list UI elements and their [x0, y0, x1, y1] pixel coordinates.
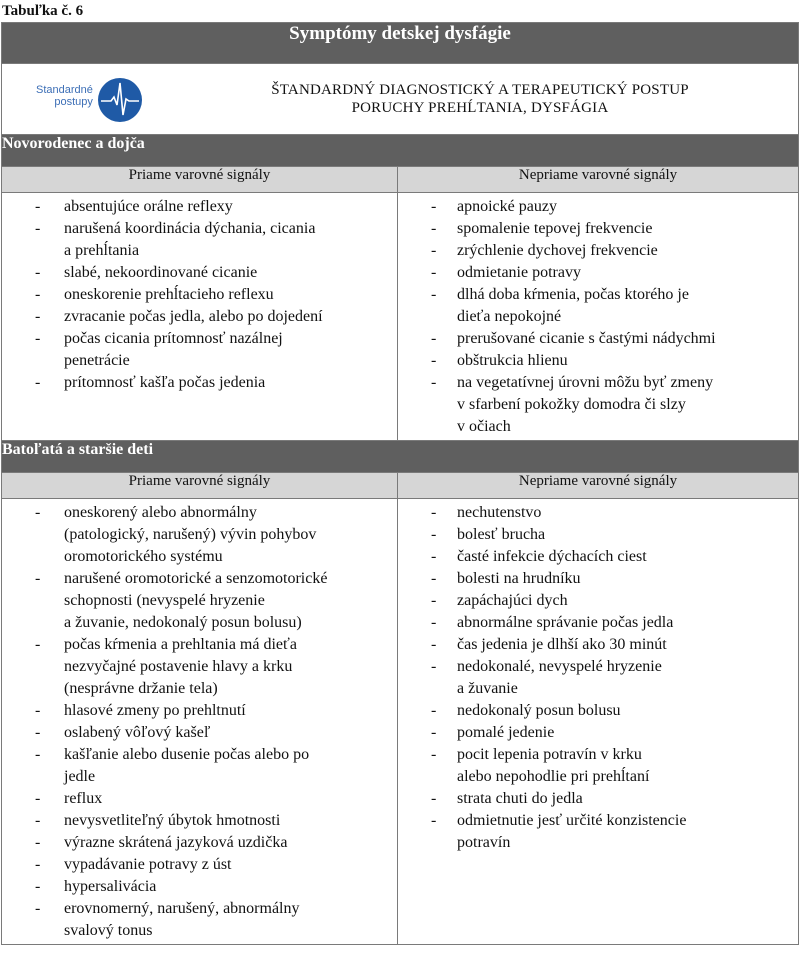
list-item: [2, 306, 393, 328]
bullet-dash: -: [431, 592, 437, 609]
list-item-text: nevysvetliteľný úbytok hmotnosti: [64, 812, 281, 829]
list-item-text: počas cicania prítomnosť nazálnej: [64, 330, 283, 347]
list-item: [398, 744, 794, 788]
list-item-text: schopnosti (nevyspelé hryzenie: [64, 592, 265, 609]
list-item-text: v očiach: [457, 418, 511, 435]
bullet-dash: -: [431, 746, 437, 763]
list-item-text: spomalenie tepovej frekvencie: [457, 220, 653, 237]
list-item-text: erovnomerný, narušený, abnormálny: [64, 900, 300, 917]
list-item-text: a žuvanie: [457, 680, 518, 697]
list-item-text: odmietnutie jesť určité konzistencie: [457, 812, 687, 829]
bullet-dash: -: [35, 286, 41, 303]
list-item-text: narušené oromotorické a senzomotorické: [64, 570, 328, 587]
list-item: [398, 262, 794, 284]
list-item: [398, 590, 794, 612]
list-item: [2, 700, 393, 722]
table-caption: Tabuľka č. 6: [2, 3, 84, 19]
indirect-signals-cell: [398, 193, 799, 441]
list-item-text: na vegetatívnej úrovni môžu byť zmeny: [457, 374, 714, 391]
list-item-text: zapáchajúci dych: [457, 592, 568, 609]
bullet-dash: -: [35, 636, 41, 653]
list-item: [2, 634, 393, 700]
list-item: [398, 240, 794, 262]
list-item-text: a prehĺtania: [64, 242, 140, 259]
list-item-text: oneskorený alebo abnormálny: [64, 504, 257, 521]
bullet-dash: -: [431, 812, 437, 829]
list-item-text: odmietanie potravy: [457, 264, 581, 281]
direct-signals-list: [2, 193, 397, 396]
list-item: [398, 788, 794, 810]
list-item-text: potravín: [457, 834, 511, 851]
bullet-dash: -: [35, 330, 41, 347]
list-item: [2, 788, 393, 810]
column-header-direct: Priame varovné signály: [2, 473, 398, 499]
direct-signals-list: [2, 499, 397, 944]
list-item: [398, 524, 794, 546]
list-item: [2, 196, 393, 218]
logo-text-line2: postupy: [54, 96, 93, 108]
bullet-dash: -: [35, 198, 41, 215]
list-item-text: slabé, nekoordinované cicanie: [64, 264, 258, 281]
list-item: [398, 546, 794, 568]
list-item: [2, 810, 393, 832]
bullet-dash: -: [35, 220, 41, 237]
indirect-signals-list: [398, 193, 798, 440]
list-item-text: v sfarbení pokožky domodra či slzy: [457, 396, 686, 413]
list-item-text: bolesti na hrudníku: [457, 570, 581, 587]
list-item-text: jedle: [64, 768, 96, 785]
procedure-heading-line2: PORUCHY PREHĹTANIA, DYSFÁGIA: [351, 100, 609, 116]
heartbeat-logo-icon: [97, 77, 143, 123]
list-item-text: obštrukcia hlienu: [457, 352, 568, 369]
bullet-dash: -: [431, 614, 437, 631]
list-item-text: (patologický, narušený) vývin pohybov: [64, 526, 317, 543]
list-item-text: kašľanie alebo dusenie počas alebo po: [64, 746, 310, 763]
list-item: [398, 634, 794, 656]
list-item: [2, 372, 393, 394]
list-item-text: prítomnosť kašľa počas jedenia: [64, 374, 266, 391]
direct-signals-cell: [2, 499, 398, 945]
list-item-text: nechutenstvo: [457, 504, 542, 521]
list-item-text: časté infekcie dýchacích ciest: [457, 548, 647, 565]
section-title: Batoľatá a staršie deti: [2, 441, 799, 473]
list-item-text: apnoické pauzy: [457, 198, 557, 215]
bullet-dash: -: [35, 856, 41, 873]
bullet-dash: -: [35, 702, 41, 719]
list-item-text: dieťa nepokojné: [457, 308, 562, 325]
list-item: [2, 262, 393, 284]
list-item: [398, 722, 794, 744]
list-item: [2, 218, 393, 262]
list-item-text: svalový tonus: [64, 922, 153, 939]
list-item-text: bolesť brucha: [457, 526, 546, 543]
bullet-dash: -: [35, 374, 41, 391]
list-item-text: zrýchlenie dychovej frekvencie: [457, 242, 658, 259]
list-item: [2, 568, 393, 634]
procedure-heading-line1: ŠTANDARDNÝ DIAGNOSTICKÝ A TERAPEUTICKÝ POSTUP: [271, 82, 689, 98]
list-item: [398, 502, 794, 524]
list-item-text: narušená koordinácia dýchania, cicania: [64, 220, 316, 237]
bullet-dash: -: [431, 374, 437, 391]
list-item-text: vypadávanie potravy z úst: [64, 856, 232, 873]
list-item: [398, 284, 794, 328]
list-item-text: oneskorenie prehĺtacieho reflexu: [64, 286, 274, 303]
list-item-text: penetrácie: [64, 352, 130, 369]
list-item-text: (nesprávne držanie tela): [64, 680, 218, 697]
bullet-dash: -: [35, 834, 41, 851]
list-item-text: abnormálne správanie počas jedla: [457, 614, 674, 631]
section-title: Novorodenec a dojča: [2, 135, 799, 167]
bullet-dash: -: [431, 286, 437, 303]
bullet-dash: -: [35, 570, 41, 587]
bullet-dash: -: [35, 308, 41, 325]
bullet-dash: -: [431, 220, 437, 237]
document-header: [2, 64, 799, 135]
list-item: [2, 854, 393, 876]
list-item: [2, 328, 393, 372]
column-header-indirect: Nepriame varovné signály: [398, 473, 799, 499]
symptoms-table: [1, 22, 799, 945]
bullet-dash: -: [35, 504, 41, 521]
bullet-dash: -: [431, 790, 437, 807]
list-item-text: oromotorického systému: [64, 548, 223, 565]
bullet-dash: -: [431, 724, 437, 741]
list-item-text: výrazne skrátená jazyková uzdička: [64, 834, 288, 851]
list-item-text: nedokonalé, nevyspelé hryzenie: [457, 658, 662, 675]
indirect-signals-cell: [398, 499, 799, 945]
bullet-dash: -: [35, 746, 41, 763]
bullet-dash: -: [431, 526, 437, 543]
bullet-dash: -: [431, 570, 437, 587]
list-item: [398, 218, 794, 240]
list-item: [398, 810, 794, 854]
list-item: [2, 744, 393, 788]
list-item: [2, 876, 393, 898]
bullet-dash: -: [35, 812, 41, 829]
bullet-dash: -: [35, 724, 41, 741]
list-item: [2, 284, 393, 306]
list-item-text: zvracanie počas jedla, alebo po dojedení: [64, 308, 323, 325]
list-item-text: pocit lepenia potravín v krku: [457, 746, 642, 763]
bullet-dash: -: [35, 790, 41, 807]
bullet-dash: -: [431, 504, 437, 521]
bullet-dash: -: [431, 198, 437, 215]
bullet-dash: -: [35, 900, 41, 917]
list-item-text: a žuvanie, nedokonalý posun bolusu): [64, 614, 302, 631]
list-item: [398, 196, 794, 218]
list-item-text: prerušované cicanie s častými nádychmi: [457, 330, 716, 347]
list-item-text: hlasové zmeny po prehltnutí: [64, 702, 246, 719]
list-item: [398, 372, 794, 438]
bullet-dash: -: [431, 264, 437, 281]
list-item-text: strata chuti do jedla: [457, 790, 583, 807]
procedure-heading: [202, 81, 798, 117]
bullet-dash: -: [431, 636, 437, 653]
list-item-text: oslabený vôľový kašeľ: [64, 724, 211, 741]
list-item-text: počas kŕmenia a prehltania má dieťa: [64, 636, 297, 653]
standardne-postupy-logo: [2, 64, 202, 134]
list-item: [398, 656, 794, 700]
indirect-signals-list: [398, 499, 798, 856]
logo-text-line1: Standardné: [36, 84, 93, 96]
table-title: Symptómy detskej dysfágie: [2, 23, 799, 64]
list-item-text: čas jedenia je dlhší ako 30 minút: [457, 636, 667, 653]
list-item-text: reflux: [64, 790, 103, 807]
list-item-text: dlhá doba kŕmenia, počas ktorého je: [457, 286, 689, 303]
direct-signals-cell: [2, 193, 398, 441]
list-item: [398, 350, 794, 372]
list-item-text: nezvyčajné postavenie hlavy a krku: [64, 658, 293, 675]
bullet-dash: -: [431, 702, 437, 719]
list-item-text: pomalé jedenie: [457, 724, 555, 741]
list-item-text: nedokonalý posun bolusu: [457, 702, 621, 719]
list-item-text: alebo nepohodlie pri prehĺtaní: [457, 768, 650, 785]
list-item: [2, 832, 393, 854]
list-item: [398, 568, 794, 590]
bullet-dash: -: [35, 878, 41, 895]
list-item: [398, 700, 794, 722]
list-item-text: hypersalivácia: [64, 878, 157, 895]
bullet-dash: -: [431, 330, 437, 347]
bullet-dash: -: [431, 352, 437, 369]
column-header-direct: Priame varovné signály: [2, 167, 398, 193]
bullet-dash: -: [431, 658, 437, 675]
list-item: [398, 328, 794, 350]
column-header-indirect: Nepriame varovné signály: [398, 167, 799, 193]
bullet-dash: -: [35, 264, 41, 281]
list-item-text: absentujúce orálne reflexy: [64, 198, 233, 215]
list-item: [2, 898, 393, 942]
list-item: [2, 502, 393, 568]
bullet-dash: -: [431, 242, 437, 259]
list-item: [398, 612, 794, 634]
list-item: [2, 722, 393, 744]
bullet-dash: -: [431, 548, 437, 565]
